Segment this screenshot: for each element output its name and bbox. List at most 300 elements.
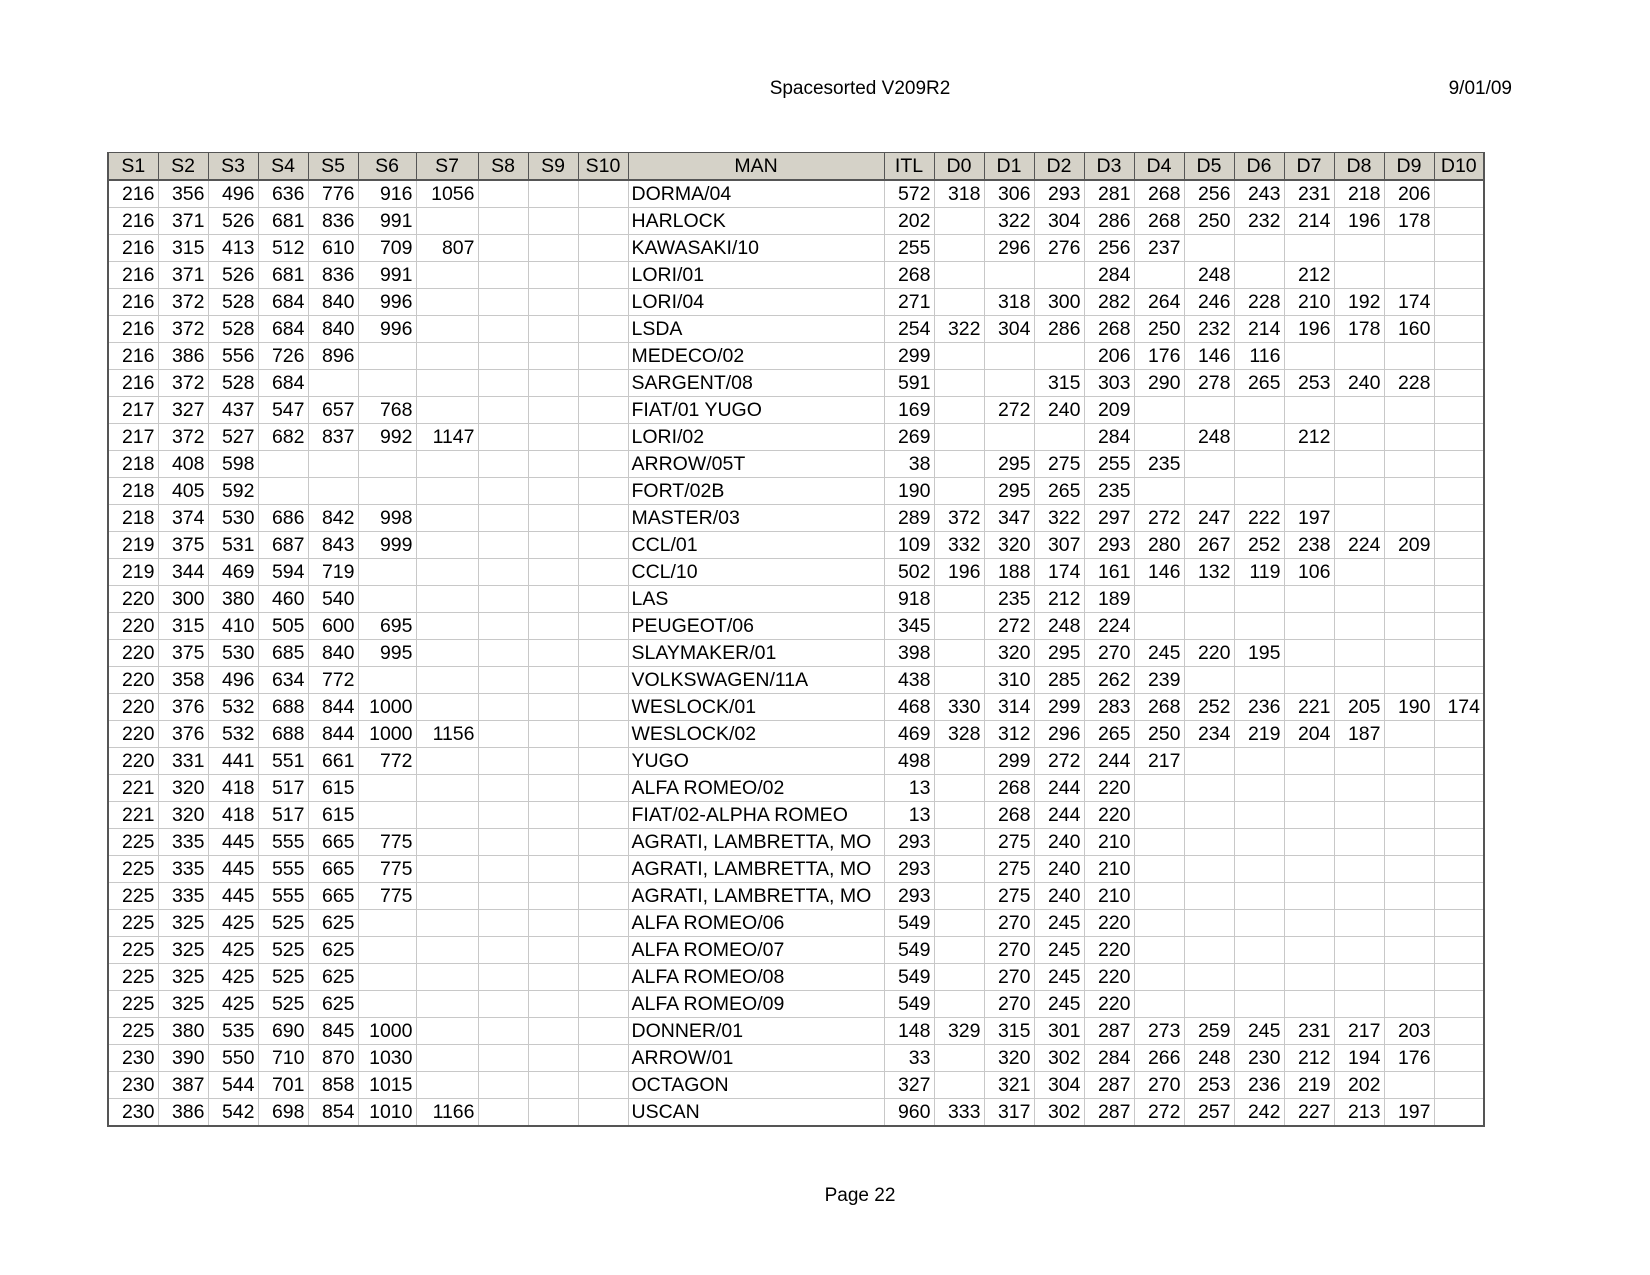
cell-s6 <box>358 370 416 397</box>
cell-d8: 192 <box>1334 289 1384 316</box>
cell-s7 <box>416 532 478 559</box>
cell-itl: 549 <box>884 991 934 1018</box>
cell-man: DONNER/01 <box>628 1018 884 1045</box>
cell-itl: 109 <box>884 532 934 559</box>
cell-d1: 347 <box>984 505 1034 532</box>
cell-s5: 870 <box>308 1045 358 1072</box>
cell-s1: 219 <box>108 559 158 586</box>
cell-s8 <box>478 1018 528 1045</box>
cell-s6: 995 <box>358 640 416 667</box>
cell-d7 <box>1284 667 1334 694</box>
cell-d5: 220 <box>1184 640 1234 667</box>
cell-man: ARROW/05T <box>628 451 884 478</box>
table-row <box>108 748 1484 775</box>
cell-s8 <box>478 748 528 775</box>
table-row <box>108 856 1484 883</box>
cell-d4: 250 <box>1134 721 1184 748</box>
cell-s4: 555 <box>258 856 308 883</box>
cell-s10 <box>578 235 628 262</box>
cell-d2: 174 <box>1034 559 1084 586</box>
cell-s10 <box>578 180 628 208</box>
cell-s4: 525 <box>258 910 308 937</box>
cell-d4: 268 <box>1134 694 1184 721</box>
cell-s10 <box>578 289 628 316</box>
cell-d2: 265 <box>1034 478 1084 505</box>
cell-s6: 992 <box>358 424 416 451</box>
cell-d4 <box>1134 802 1184 829</box>
cell-d2: 315 <box>1034 370 1084 397</box>
cell-s3: 425 <box>208 991 258 1018</box>
cell-s4: 698 <box>258 1099 308 1127</box>
cell-s1: 225 <box>108 829 158 856</box>
cell-d7 <box>1284 775 1334 802</box>
cell-s8 <box>478 559 528 586</box>
cell-d7 <box>1284 991 1334 1018</box>
cell-s1: 225 <box>108 991 158 1018</box>
cell-s5: 719 <box>308 559 358 586</box>
cell-d10 <box>1434 316 1484 343</box>
cell-itl: 148 <box>884 1018 934 1045</box>
cell-d10 <box>1434 991 1484 1018</box>
column-header-d6: D6 <box>1234 153 1284 181</box>
cell-itl: 269 <box>884 424 934 451</box>
spacing-table <box>107 152 1485 1127</box>
cell-s6 <box>358 559 416 586</box>
cell-s8 <box>478 451 528 478</box>
cell-s3: 532 <box>208 694 258 721</box>
cell-itl: 268 <box>884 262 934 289</box>
cell-d9 <box>1384 937 1434 964</box>
cell-d2: 295 <box>1034 640 1084 667</box>
cell-s9 <box>528 694 578 721</box>
cell-d7 <box>1284 964 1334 991</box>
cell-d9 <box>1384 829 1434 856</box>
cell-s3: 445 <box>208 856 258 883</box>
cell-s5: 840 <box>308 640 358 667</box>
cell-s7 <box>416 829 478 856</box>
cell-d9 <box>1384 559 1434 586</box>
cell-itl: 469 <box>884 721 934 748</box>
cell-s9 <box>528 478 578 505</box>
cell-s3: 441 <box>208 748 258 775</box>
cell-s6 <box>358 775 416 802</box>
cell-s5 <box>308 451 358 478</box>
table-row <box>108 775 1484 802</box>
cell-d7 <box>1284 748 1334 775</box>
cell-s4: 547 <box>258 397 308 424</box>
cell-d2: 212 <box>1034 586 1084 613</box>
cell-s4: 525 <box>258 937 308 964</box>
cell-d0: 328 <box>934 721 984 748</box>
cell-s6 <box>358 667 416 694</box>
cell-s7 <box>416 397 478 424</box>
cell-s2: 376 <box>158 694 208 721</box>
cell-d3: 293 <box>1084 532 1134 559</box>
cell-d0 <box>934 667 984 694</box>
cell-s8 <box>478 478 528 505</box>
table-row <box>108 991 1484 1018</box>
cell-d3: 220 <box>1084 910 1134 937</box>
cell-s5: 610 <box>308 235 358 262</box>
column-header-man: MAN <box>628 153 884 181</box>
table-row <box>108 451 1484 478</box>
cell-d10 <box>1434 262 1484 289</box>
cell-s3: 530 <box>208 505 258 532</box>
cell-s3: 550 <box>208 1045 258 1072</box>
table-row <box>108 235 1484 262</box>
cell-s4: 690 <box>258 1018 308 1045</box>
cell-s9 <box>528 424 578 451</box>
table-row <box>108 424 1484 451</box>
cell-d3: 220 <box>1084 991 1134 1018</box>
cell-d0: 333 <box>934 1099 984 1127</box>
cell-s1: 220 <box>108 667 158 694</box>
cell-man: DORMA/04 <box>628 180 884 208</box>
cell-d1: 304 <box>984 316 1034 343</box>
cell-d1: 275 <box>984 856 1034 883</box>
cell-s9 <box>528 991 578 1018</box>
cell-s4: 686 <box>258 505 308 532</box>
cell-d8: 217 <box>1334 1018 1384 1045</box>
cell-man: LSDA <box>628 316 884 343</box>
cell-s5 <box>308 478 358 505</box>
cell-d7 <box>1284 856 1334 883</box>
cell-s6 <box>358 586 416 613</box>
cell-d2: 240 <box>1034 856 1084 883</box>
cell-d6: 243 <box>1234 180 1284 208</box>
cell-s1: 217 <box>108 424 158 451</box>
cell-d8: 194 <box>1334 1045 1384 1072</box>
cell-d2: 245 <box>1034 964 1084 991</box>
cell-s6: 709 <box>358 235 416 262</box>
cell-d0 <box>934 262 984 289</box>
cell-s5: 665 <box>308 883 358 910</box>
table-row <box>108 532 1484 559</box>
cell-d7: 214 <box>1284 208 1334 235</box>
cell-s9 <box>528 235 578 262</box>
cell-d8 <box>1334 829 1384 856</box>
cell-s10 <box>578 316 628 343</box>
cell-d5 <box>1184 775 1234 802</box>
cell-d10 <box>1434 343 1484 370</box>
cell-d5: 253 <box>1184 1072 1234 1099</box>
cell-s10 <box>578 451 628 478</box>
cell-man: ARROW/01 <box>628 1045 884 1072</box>
cell-s8 <box>478 289 528 316</box>
cell-d9 <box>1384 802 1434 829</box>
column-header-s4: S4 <box>258 153 308 181</box>
cell-s4: 684 <box>258 316 308 343</box>
cell-s6 <box>358 964 416 991</box>
cell-s10 <box>578 640 628 667</box>
cell-d8 <box>1334 775 1384 802</box>
cell-s2: 386 <box>158 343 208 370</box>
cell-s7 <box>416 1045 478 1072</box>
cell-d10 <box>1434 613 1484 640</box>
cell-s6 <box>358 937 416 964</box>
cell-d8 <box>1334 640 1384 667</box>
cell-d6: 230 <box>1234 1045 1284 1072</box>
cell-s7 <box>416 883 478 910</box>
cell-s2: 315 <box>158 613 208 640</box>
cell-s1: 225 <box>108 1018 158 1045</box>
cell-d9 <box>1384 613 1434 640</box>
cell-d10 <box>1434 532 1484 559</box>
cell-s9 <box>528 1018 578 1045</box>
cell-d4 <box>1134 829 1184 856</box>
cell-d6 <box>1234 802 1284 829</box>
cell-d2 <box>1034 262 1084 289</box>
cell-d6 <box>1234 397 1284 424</box>
cell-d10 <box>1434 505 1484 532</box>
cell-d8 <box>1334 505 1384 532</box>
cell-d9: 174 <box>1384 289 1434 316</box>
cell-d1: 310 <box>984 667 1034 694</box>
cell-d10 <box>1434 370 1484 397</box>
cell-s10 <box>578 937 628 964</box>
cell-s5: 837 <box>308 424 358 451</box>
cell-s10 <box>578 910 628 937</box>
cell-itl: 33 <box>884 1045 934 1072</box>
cell-d5: 248 <box>1184 424 1234 451</box>
cell-s1: 216 <box>108 180 158 208</box>
cell-d5: 146 <box>1184 343 1234 370</box>
cell-d8 <box>1334 424 1384 451</box>
cell-man: CCL/10 <box>628 559 884 586</box>
cell-s4: 688 <box>258 694 308 721</box>
cell-d7: 253 <box>1284 370 1334 397</box>
cell-d9: 203 <box>1384 1018 1434 1045</box>
cell-s2: 371 <box>158 208 208 235</box>
cell-s5: 615 <box>308 802 358 829</box>
cell-d5 <box>1184 883 1234 910</box>
cell-d8 <box>1334 586 1384 613</box>
cell-s8 <box>478 370 528 397</box>
cell-d5: 256 <box>1184 180 1234 208</box>
cell-itl: 254 <box>884 316 934 343</box>
cell-d0 <box>934 640 984 667</box>
cell-d0 <box>934 478 984 505</box>
cell-s2: 376 <box>158 721 208 748</box>
cell-d5: 232 <box>1184 316 1234 343</box>
cell-d9: 228 <box>1384 370 1434 397</box>
cell-s8 <box>478 1099 528 1127</box>
cell-s10 <box>578 208 628 235</box>
cell-s3: 425 <box>208 964 258 991</box>
cell-s7 <box>416 343 478 370</box>
cell-s4: 555 <box>258 829 308 856</box>
cell-s3: 532 <box>208 721 258 748</box>
column-header-d3: D3 <box>1084 153 1134 181</box>
cell-s7 <box>416 775 478 802</box>
cell-s8 <box>478 1072 528 1099</box>
cell-d2: 240 <box>1034 397 1084 424</box>
cell-d5 <box>1184 397 1234 424</box>
cell-s4: 555 <box>258 883 308 910</box>
cell-s2: 327 <box>158 397 208 424</box>
cell-d5 <box>1184 667 1234 694</box>
cell-s6 <box>358 910 416 937</box>
cell-d9: 160 <box>1384 316 1434 343</box>
cell-s6: 1015 <box>358 1072 416 1099</box>
cell-s4: 682 <box>258 424 308 451</box>
cell-d7: 204 <box>1284 721 1334 748</box>
cell-man: USCAN <box>628 1099 884 1127</box>
cell-s7 <box>416 289 478 316</box>
cell-d5 <box>1184 856 1234 883</box>
cell-itl: 293 <box>884 829 934 856</box>
cell-d1: 322 <box>984 208 1034 235</box>
cell-s2: 300 <box>158 586 208 613</box>
cell-s7: 1166 <box>416 1099 478 1127</box>
cell-s10 <box>578 424 628 451</box>
cell-s3: 528 <box>208 316 258 343</box>
cell-s8 <box>478 424 528 451</box>
cell-s1: 216 <box>108 316 158 343</box>
cell-d5: 247 <box>1184 505 1234 532</box>
cell-d6 <box>1234 856 1284 883</box>
cell-s7 <box>416 505 478 532</box>
cell-s7 <box>416 802 478 829</box>
cell-s4: 684 <box>258 289 308 316</box>
table-row <box>108 721 1484 748</box>
cell-s9 <box>528 289 578 316</box>
cell-d4: 266 <box>1134 1045 1184 1072</box>
cell-s3: 425 <box>208 910 258 937</box>
cell-s10 <box>578 721 628 748</box>
cell-d9 <box>1384 991 1434 1018</box>
cell-d4 <box>1134 397 1184 424</box>
cell-s3: 542 <box>208 1099 258 1127</box>
cell-s3: 445 <box>208 829 258 856</box>
cell-d5: 248 <box>1184 262 1234 289</box>
cell-d3: 220 <box>1084 937 1134 964</box>
cell-d10 <box>1434 424 1484 451</box>
column-header-s2: S2 <box>158 153 208 181</box>
cell-itl: 549 <box>884 937 934 964</box>
cell-d7: 210 <box>1284 289 1334 316</box>
cell-s8 <box>478 397 528 424</box>
cell-s9 <box>528 802 578 829</box>
cell-s1: 220 <box>108 694 158 721</box>
cell-d7: 238 <box>1284 532 1334 559</box>
cell-d2: 302 <box>1034 1099 1084 1127</box>
page-date: 9/01/09 <box>1448 78 1512 99</box>
cell-d10 <box>1434 964 1484 991</box>
cell-d8: 187 <box>1334 721 1384 748</box>
cell-d6 <box>1234 424 1284 451</box>
cell-s5: 840 <box>308 289 358 316</box>
cell-s2: 325 <box>158 991 208 1018</box>
table-row <box>108 1018 1484 1045</box>
cell-s3: 528 <box>208 370 258 397</box>
column-header-d2: D2 <box>1034 153 1084 181</box>
table-row <box>108 694 1484 721</box>
cell-d9: 209 <box>1384 532 1434 559</box>
cell-d4 <box>1134 856 1184 883</box>
cell-d2: 299 <box>1034 694 1084 721</box>
cell-s10 <box>578 586 628 613</box>
cell-d3: 303 <box>1084 370 1134 397</box>
cell-s2: 325 <box>158 910 208 937</box>
cell-man: AGRATI, LAMBRETTA, MO <box>628 829 884 856</box>
cell-s6: 1000 <box>358 721 416 748</box>
cell-d4: 237 <box>1134 235 1184 262</box>
cell-d0 <box>934 748 984 775</box>
cell-d9 <box>1384 424 1434 451</box>
table-row <box>108 910 1484 937</box>
cell-s5: 843 <box>308 532 358 559</box>
cell-man: VOLKSWAGEN/11A <box>628 667 884 694</box>
cell-d5 <box>1184 829 1234 856</box>
cell-d6: 242 <box>1234 1099 1284 1127</box>
cell-d0 <box>934 910 984 937</box>
cell-d7: 221 <box>1284 694 1334 721</box>
cell-d0 <box>934 883 984 910</box>
cell-d10 <box>1434 748 1484 775</box>
cell-man: ALFA ROMEO/02 <box>628 775 884 802</box>
cell-s4: 685 <box>258 640 308 667</box>
cell-man: KAWASAKI/10 <box>628 235 884 262</box>
cell-d2: 244 <box>1034 802 1084 829</box>
cell-d5 <box>1184 478 1234 505</box>
cell-itl: 960 <box>884 1099 934 1127</box>
table-row <box>108 208 1484 235</box>
cell-s5: 625 <box>308 964 358 991</box>
cell-s6: 991 <box>358 262 416 289</box>
cell-s4: 688 <box>258 721 308 748</box>
cell-d0 <box>934 1045 984 1072</box>
cell-d1: 272 <box>984 613 1034 640</box>
cell-s10 <box>578 883 628 910</box>
cell-s10 <box>578 748 628 775</box>
cell-d6: 232 <box>1234 208 1284 235</box>
cell-s10 <box>578 1045 628 1072</box>
cell-s5: 845 <box>308 1018 358 1045</box>
cell-s7 <box>416 1072 478 1099</box>
cell-d3: 287 <box>1084 1099 1134 1127</box>
cell-s6: 695 <box>358 613 416 640</box>
cell-d8: 224 <box>1334 532 1384 559</box>
cell-d0: 330 <box>934 694 984 721</box>
cell-s1: 225 <box>108 964 158 991</box>
cell-s5: 665 <box>308 829 358 856</box>
cell-s10 <box>578 1072 628 1099</box>
cell-s9 <box>528 964 578 991</box>
cell-d4 <box>1134 775 1184 802</box>
cell-d3: 265 <box>1084 721 1134 748</box>
cell-d5 <box>1184 613 1234 640</box>
cell-s5: 858 <box>308 1072 358 1099</box>
cell-s1: 216 <box>108 235 158 262</box>
cell-d5 <box>1184 937 1234 964</box>
cell-d0 <box>934 586 984 613</box>
cell-d4 <box>1134 478 1184 505</box>
cell-d7: 196 <box>1284 316 1334 343</box>
cell-s1: 220 <box>108 586 158 613</box>
cell-s10 <box>578 775 628 802</box>
cell-d1: 270 <box>984 910 1034 937</box>
cell-d7: 197 <box>1284 505 1334 532</box>
cell-s7 <box>416 640 478 667</box>
cell-d0 <box>934 775 984 802</box>
cell-d1 <box>984 262 1034 289</box>
cell-d1: 268 <box>984 802 1034 829</box>
cell-s6: 768 <box>358 397 416 424</box>
cell-d5: 278 <box>1184 370 1234 397</box>
cell-s7 <box>416 478 478 505</box>
cell-s8 <box>478 316 528 343</box>
